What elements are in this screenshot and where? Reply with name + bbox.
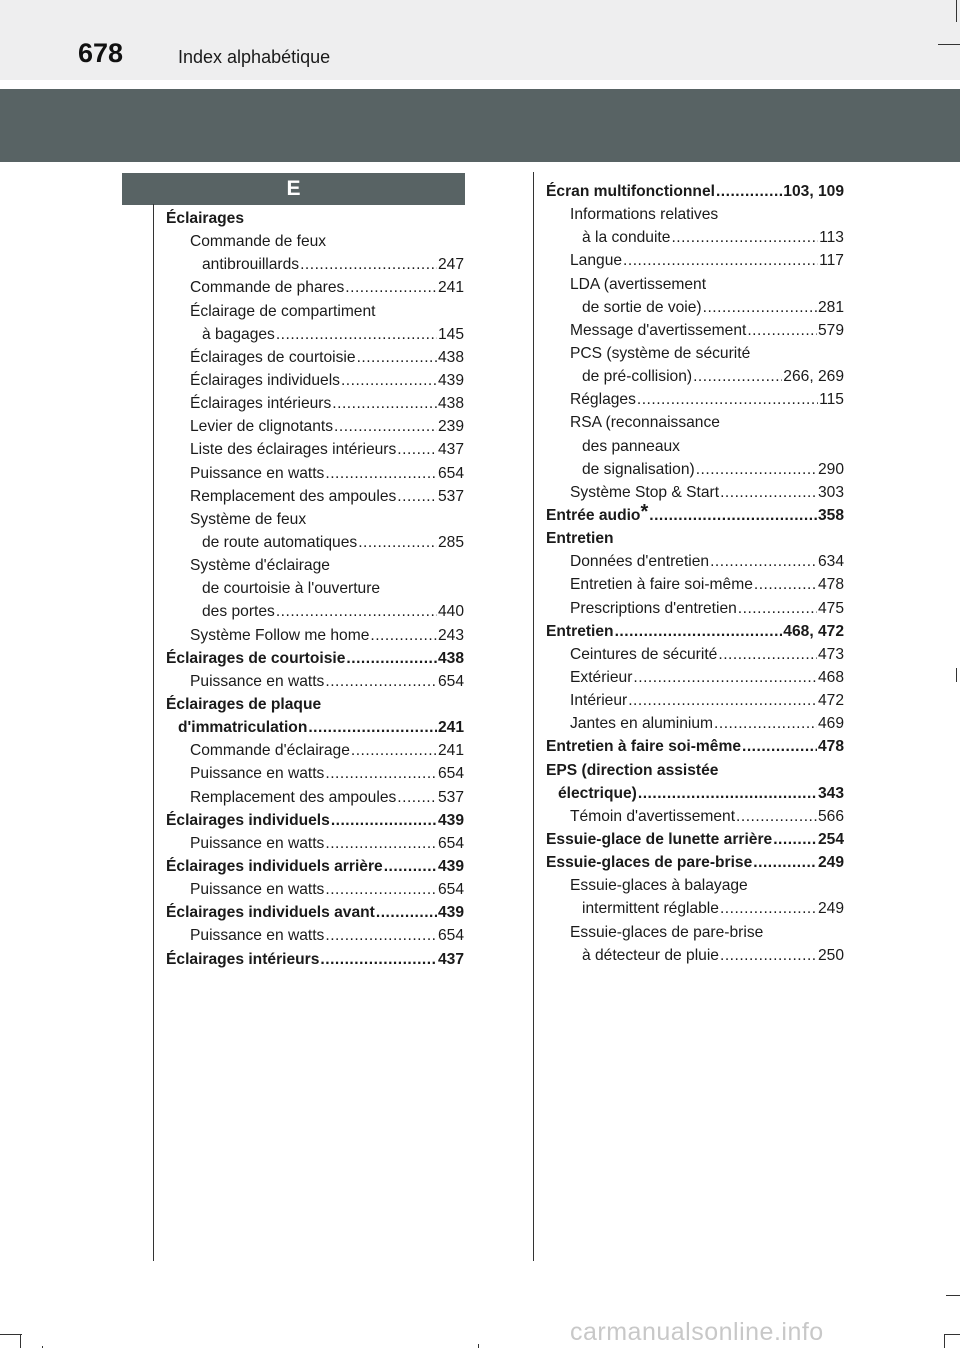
index-entry-term: Éclairages individuels [166, 811, 330, 829]
index-entry [546, 481, 844, 504]
index-entry-page: 478 [817, 576, 844, 594]
index-column-left [166, 207, 464, 971]
index-entry [166, 693, 464, 716]
index-entry [546, 226, 844, 249]
index-entry-page: 478 [817, 738, 844, 756]
index-entry [166, 415, 464, 438]
index-entry-term: Puissance en watts [190, 881, 325, 899]
index-entry-page: 473 [817, 645, 844, 663]
index-entry-term: Jantes en aluminium [570, 715, 714, 733]
dot-leader [376, 901, 437, 924]
index-entry-term: Intérieur [570, 692, 628, 710]
index-entry [546, 573, 844, 596]
index-entry [166, 323, 464, 346]
index-entry [166, 762, 464, 785]
index-entry-page: 537 [437, 788, 464, 806]
section-title: Index alphabétique [178, 47, 331, 67]
index-entry [546, 273, 844, 296]
index-entry-term: des portes [202, 603, 275, 621]
index-entry-term: Commande de feux [190, 233, 327, 251]
index-entry-term: LDA (avertissement [570, 275, 707, 293]
index-entry-term: Puissance en watts [190, 834, 325, 852]
index-entry [166, 809, 464, 832]
index-entry-term: Puissance en watts [190, 464, 325, 482]
index-entry-term: antibrouillards [202, 256, 300, 274]
index-entry [166, 554, 464, 577]
index-entry [546, 759, 844, 782]
dot-leader [720, 944, 817, 967]
index-entry [166, 901, 464, 924]
index-entry-term: de signalisation) [582, 460, 695, 478]
index-entry [166, 577, 464, 600]
index-entry-term: de courtoisie à l'ouverture [202, 580, 381, 598]
index-entry [166, 346, 464, 369]
index-entry [166, 300, 464, 323]
dot-leader [623, 249, 818, 272]
index-entry-term: Témoin d'avertissement [570, 807, 736, 825]
index-entry-term: Essuie-glaces de pare-brise [570, 923, 764, 941]
crop-mark [478, 1344, 479, 1348]
index-entry-term: Éclairages de courtoisie [166, 649, 346, 667]
index-entry [166, 230, 464, 253]
dot-leader [397, 786, 437, 809]
dot-leader [736, 805, 817, 828]
index-entry-page: 654 [437, 927, 464, 945]
index-entry [166, 624, 464, 647]
dot-leader [714, 712, 817, 735]
index-entry-page: 438 [437, 395, 464, 413]
dot-leader [346, 647, 437, 670]
index-entry [546, 296, 844, 319]
index-entry [546, 458, 844, 481]
index-entry: Entrée audio * ..... 358 [546, 504, 844, 527]
index-entry [546, 712, 844, 735]
dot-leader [754, 573, 817, 596]
dot-leader [325, 832, 437, 855]
index-entry [546, 388, 844, 411]
index-entry-term: Levier de clignotants [190, 418, 334, 436]
index-entry-page: 654 [437, 464, 464, 482]
index-entry-page: 266, 269 [783, 368, 844, 386]
index-entry-page: 439 [437, 371, 464, 389]
crop-mark [956, 0, 957, 22]
index-entry [546, 342, 844, 365]
dot-leader [742, 735, 817, 758]
crop-mark [0, 1334, 22, 1335]
index-entry-page: 468 [817, 668, 844, 686]
index-entry [546, 180, 844, 203]
dot-leader [325, 462, 437, 485]
index-entry-page: 537 [437, 487, 464, 505]
index-entry-page: 247 [437, 256, 464, 274]
index-entry-term: Entrée audio [546, 506, 641, 524]
dot-leader [720, 481, 817, 504]
dot-leader [720, 897, 817, 920]
crop-mark [946, 1295, 960, 1296]
index-entry-term: Éclairage de compartiment [190, 302, 376, 320]
dot-leader [308, 716, 437, 739]
index-entry-page: 239 [437, 418, 464, 436]
index-entry [546, 620, 844, 643]
dot-leader [716, 180, 782, 203]
index-entry-page: 243 [437, 626, 464, 644]
index-entry-page: 566 [817, 807, 844, 825]
dot-leader [693, 365, 782, 388]
dot-leader [397, 438, 437, 461]
index-entry-page: 437 [437, 950, 464, 968]
index-entry-term: Puissance en watts [190, 765, 325, 783]
dot-leader [633, 666, 817, 689]
index-entry-page: 579 [817, 321, 844, 339]
index-entry-term: à bagages [202, 325, 275, 343]
index-entry [546, 527, 844, 550]
index-entry [166, 855, 464, 878]
center-column-rule [533, 172, 534, 1261]
index-entry-page: 439 [437, 811, 464, 829]
index-entry-term: RSA (reconnaissance [570, 414, 720, 432]
index-entry [166, 647, 464, 670]
index-entry-page: 654 [437, 765, 464, 783]
index-entry [546, 805, 844, 828]
index-entry-term: à la conduite [582, 229, 671, 247]
index-entry-page: 654 [437, 881, 464, 899]
index-entry [166, 485, 464, 508]
dot-leader [276, 323, 437, 346]
index-entry-term: Réglages [570, 391, 636, 409]
dot-leader [325, 924, 437, 947]
index-column-right [546, 180, 844, 967]
index-entry-page: 475 [817, 599, 844, 617]
index-entry [546, 735, 844, 758]
dot-leader [738, 597, 817, 620]
index-entry [166, 392, 464, 415]
index-entry [546, 319, 844, 342]
index-entry-term: Commande de phares [190, 279, 345, 297]
header-bar [0, 0, 960, 80]
index-entry-page: 281 [817, 298, 844, 316]
index-entry [166, 369, 464, 392]
dot-leader [325, 762, 437, 785]
index-entry-page: 145 [437, 325, 464, 343]
index-entry [166, 948, 464, 971]
index-entry-page: 290 [817, 460, 844, 478]
dot-leader [628, 689, 817, 712]
dot-leader [325, 878, 437, 901]
dot-leader [649, 504, 817, 527]
index-entry-term: Liste des éclairages intérieurs [190, 441, 397, 459]
dot-leader [710, 550, 817, 573]
index-entry [546, 411, 844, 434]
index-entry [546, 828, 844, 851]
dot-leader [332, 392, 437, 415]
index-entry [166, 508, 464, 531]
index-entry [546, 643, 844, 666]
dot-leader [384, 855, 437, 878]
index-entry [166, 600, 464, 623]
index-entry [546, 249, 844, 272]
index-entry-page: 437 [437, 441, 464, 459]
index-entry-term: de sortie de voie) [582, 298, 702, 316]
dot-leader [300, 253, 437, 276]
index-entry-page: 468, 472 [783, 622, 844, 640]
index-entry-page: 654 [437, 672, 464, 690]
index-entry-term: électrique) [558, 784, 637, 802]
index-entry-term: Entretien [546, 530, 614, 548]
index-entry-page: 115 [819, 391, 844, 409]
index-entry-term: Prescriptions d'entretien [570, 599, 737, 617]
dot-leader [276, 600, 437, 623]
index-entry-page: 241 [437, 719, 464, 737]
dot-leader [703, 296, 817, 319]
index-entry-term: Informations relatives [570, 206, 719, 224]
index-entry [166, 716, 464, 739]
dot-leader [753, 851, 817, 874]
index-entry-page: 285 [437, 533, 464, 551]
dot-leader [345, 276, 437, 299]
index-entry-term: Éclairages [166, 210, 245, 227]
index-entry [166, 739, 464, 762]
index-entry-term: Système de feux [190, 510, 307, 528]
crop-mark [944, 1334, 945, 1348]
index-entry-term: Ceintures de sécurité [570, 645, 718, 663]
index-entry-term: Remplacement des ampoules [190, 487, 397, 505]
dot-leader [637, 388, 818, 411]
index-entry-term: Éclairages individuels [190, 371, 340, 389]
index-entry-term: Puissance en watts [190, 672, 325, 690]
dot-leader [331, 809, 437, 832]
index-entry [546, 851, 844, 874]
index-entry-page: 117 [819, 252, 844, 270]
index-entry-term: Entretien à faire soi-même [546, 738, 741, 756]
index-entry-term: Éclairages individuels arrière [166, 857, 383, 875]
index-entry-page: 634 [817, 553, 844, 571]
index-entry [546, 897, 844, 920]
index-entry-term: Message d'avertissement [570, 321, 747, 339]
index-entry-term: Système d'éclairage [190, 557, 330, 575]
index-entry-page: 343 [817, 784, 844, 802]
dot-leader [358, 531, 437, 554]
dot-leader [341, 369, 437, 392]
index-entry [546, 874, 844, 897]
index-entry-term: Essuie-glaces de pare-brise [546, 854, 753, 872]
index-entry-term: à détecteur de pluie [582, 946, 719, 964]
index-entry-term: Éclairages intérieurs [190, 395, 332, 413]
index-entry-page: 249 [817, 900, 844, 918]
index-entry [546, 597, 844, 620]
index-entry-page: 654 [437, 834, 464, 852]
index-entry-term: Puissance en watts [190, 927, 325, 945]
index-entry [166, 786, 464, 809]
index-entry-page: 241 [437, 742, 464, 760]
index-entry-term: Système Follow me home [190, 626, 370, 644]
index-entry-page: 254 [817, 830, 844, 848]
index-entry-page: 103, 109 [783, 183, 844, 200]
dot-leader [351, 739, 437, 762]
dot-leader [638, 782, 817, 805]
index-entry [166, 462, 464, 485]
index-entry [166, 878, 464, 901]
index-entry-term: Système Stop & Start [570, 483, 720, 501]
index-entry-term: Écran multifonctionnel [546, 183, 715, 200]
dot-leader [334, 415, 437, 438]
index-entry [546, 365, 844, 388]
index-entry-term: Extérieur [570, 668, 633, 686]
index-entry-term: de pré-collision) [582, 368, 693, 386]
index-entry [546, 689, 844, 712]
index-entry [166, 276, 464, 299]
index-entry-term: Remplacement des ampoules [190, 788, 397, 806]
index-entry [166, 531, 464, 554]
dot-leader [773, 828, 817, 851]
index-entry-page: 241 [437, 279, 464, 297]
index-entry [546, 203, 844, 226]
index-entry-page: 113 [819, 229, 844, 247]
index-entry-term: PCS (système de sécurité [570, 344, 751, 362]
dot-leader [696, 458, 817, 481]
header-band [0, 89, 960, 162]
index-entry-term: EPS (direction assistée [546, 761, 719, 779]
index-entry [166, 253, 464, 276]
index-entry [166, 438, 464, 461]
index-entry-term: Entretien [546, 622, 614, 640]
dot-leader [615, 620, 783, 643]
index-entry-term: de route automatiques [202, 533, 358, 551]
index-entry [546, 944, 844, 967]
dot-leader [747, 319, 817, 342]
left-column-rule [153, 204, 154, 1261]
index-entry [546, 435, 844, 458]
index-entry-page: 438 [437, 348, 464, 366]
index-entry-term: Éclairages individuels avant [166, 904, 375, 922]
index-entry-page: 472 [817, 692, 844, 710]
index-entry-page: 440 [437, 603, 464, 621]
index-entry-term: des panneaux [582, 437, 680, 455]
dot-leader [357, 346, 437, 369]
index-entry [166, 207, 464, 230]
dot-leader [671, 226, 818, 249]
index-entry [166, 924, 464, 947]
index-entry-term: Essuie-glaces à balayage [570, 877, 748, 895]
index-entry [546, 921, 844, 944]
index-entry-term: Langue [570, 252, 623, 270]
dot-leader [397, 485, 437, 508]
index-entry [546, 666, 844, 689]
page-number: 678 [78, 38, 124, 68]
dot-leader [320, 948, 437, 971]
index-entry-term: d'immatriculation [178, 719, 308, 737]
index-entry-page: 250 [817, 946, 844, 964]
index-entry-term: intermittent réglable [582, 900, 719, 918]
crop-mark [20, 1334, 21, 1348]
index-entry-page: 438 [437, 649, 464, 667]
index-entry-term: Entretien à faire soi-même [570, 576, 753, 594]
index-entry [546, 550, 844, 573]
index-entry [166, 832, 464, 855]
crop-mark [944, 1334, 960, 1335]
index-entry-term: Essuie-glace de lunette arrière [546, 830, 773, 848]
crop-mark [956, 668, 957, 682]
dot-leader [718, 643, 817, 666]
index-entry [546, 782, 844, 805]
index-entry [166, 670, 464, 693]
dot-leader [325, 670, 437, 693]
index-entry-page: 249 [817, 854, 844, 872]
index-entry-page: 469 [817, 715, 844, 733]
index-entry-term: Commande d'éclairage [190, 742, 350, 760]
index-entry-page: 439 [437, 904, 464, 922]
index-letter-heading: E [122, 173, 465, 205]
crop-mark [938, 44, 960, 45]
index-entry-term: Éclairages de plaque [166, 695, 322, 713]
index-entry-term: Éclairages de courtoisie [190, 348, 356, 366]
index-entry-page: 439 [437, 857, 464, 875]
index-entry-term: Éclairages intérieurs [166, 950, 320, 968]
dot-leader [370, 624, 437, 647]
index-entry-term: Données d'entretien [570, 553, 710, 571]
watermark: carmanualsonline.info [570, 1318, 824, 1346]
index-entry-page: 358 [817, 506, 844, 524]
index-entry-page: 303 [817, 483, 844, 501]
